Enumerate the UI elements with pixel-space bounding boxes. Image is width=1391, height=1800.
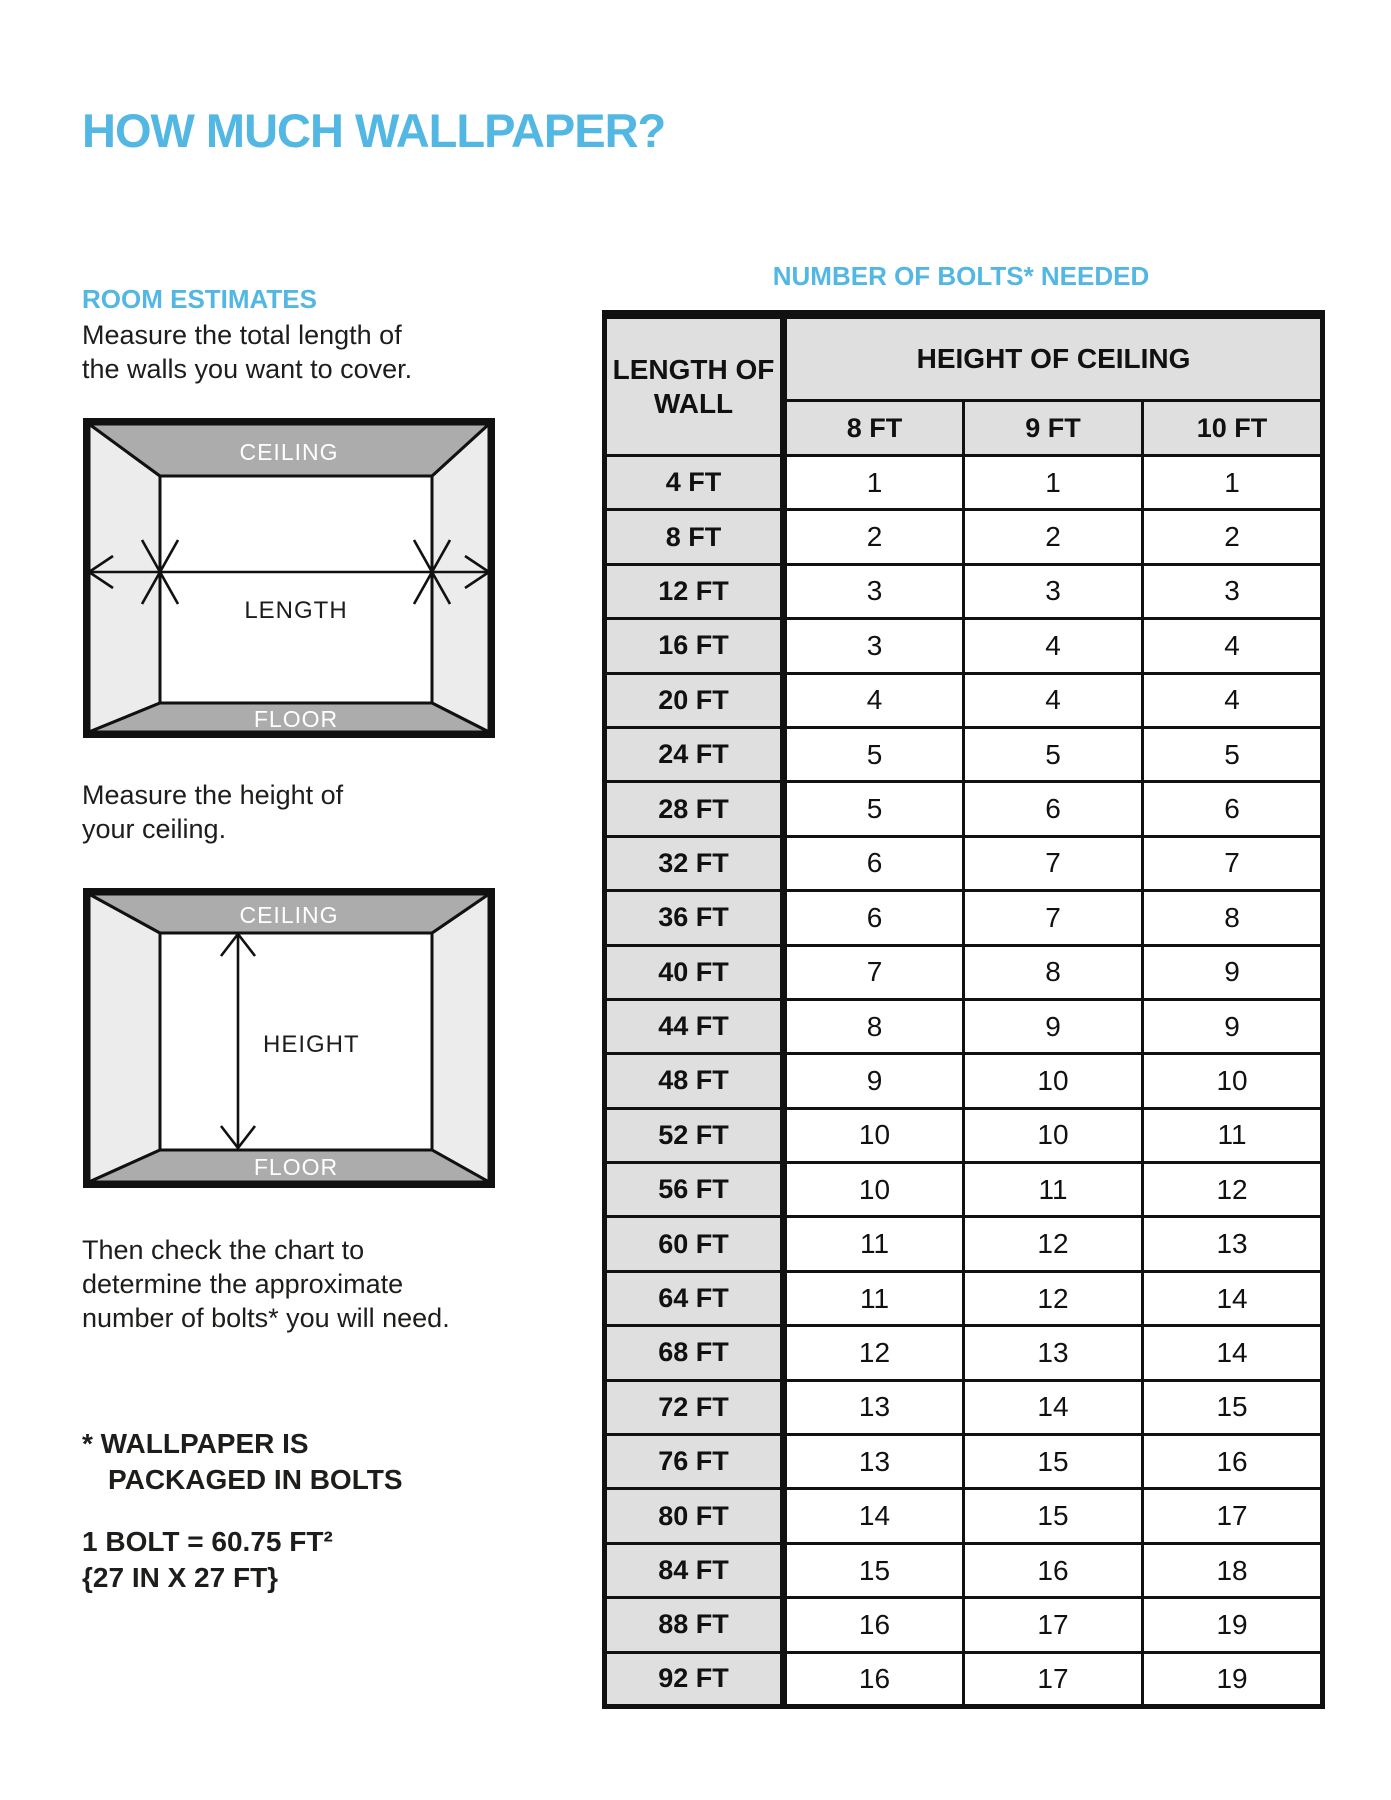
table-row <box>605 564 1323 618</box>
bolts-10ft-cell: 4 <box>1143 673 1323 727</box>
wall-length-cell: 76 FT <box>605 1435 784 1489</box>
bolts-8ft-cell: 10 <box>784 1108 964 1162</box>
bolts-10ft-cell: 16 <box>1143 1435 1323 1489</box>
bolts-9ft-cell: 3 <box>964 564 1143 618</box>
bolts-8ft-cell: 2 <box>784 510 964 564</box>
bolts-8ft-cell: 5 <box>784 782 964 836</box>
wall-length-cell: 44 FT <box>605 999 784 1053</box>
col-header-8ft: 8 FT <box>784 401 964 456</box>
bolts-8ft-cell: 12 <box>784 1326 964 1380</box>
floor-label: FLOOR <box>253 1154 339 1180</box>
ceiling-height-diagram <box>83 888 495 1193</box>
bolts-8ft-cell: 3 <box>784 564 964 618</box>
wall-length-cell: 24 FT <box>605 727 784 781</box>
bolts-10ft-cell: 8 <box>1143 891 1323 945</box>
bolts-10ft-cell: 10 <box>1143 1054 1323 1108</box>
bolts-9ft-cell: 15 <box>964 1435 1143 1489</box>
floor-label: FLOOR <box>253 706 339 732</box>
bolts-8ft-cell: 1 <box>784 456 964 510</box>
bolts-table-title: NUMBER OF BOLTS* NEEDED <box>772 261 1150 291</box>
bolts-8ft-cell: 14 <box>784 1489 964 1543</box>
table-row <box>605 510 1323 564</box>
wall-length-cell: 8 FT <box>605 510 784 564</box>
bolts-8ft-cell: 13 <box>784 1435 964 1489</box>
wall-length-cell: 32 FT <box>605 836 784 890</box>
instruction-step3-line1: Then check the chart to <box>82 1235 365 1265</box>
bolts-8ft-cell: 5 <box>784 727 964 781</box>
bolts-9ft-cell: 10 <box>964 1108 1143 1162</box>
table-row <box>605 1163 1323 1217</box>
wallpaper-bolts-footnote <box>82 1426 403 1498</box>
bolts-8ft-cell: 3 <box>784 619 964 673</box>
bolts-10ft-cell: 14 <box>1143 1326 1323 1380</box>
bolts-10ft-cell: 15 <box>1143 1380 1323 1434</box>
instruction-step2 <box>82 778 343 846</box>
table-row <box>605 1435 1323 1489</box>
table-row <box>605 1598 1323 1652</box>
bolts-8ft-cell: 9 <box>784 1054 964 1108</box>
bolts-9ft-cell: 16 <box>964 1543 1143 1597</box>
bolt-size-info <box>82 1524 333 1596</box>
bolts-8ft-cell: 11 <box>784 1271 964 1325</box>
page-title: HOW MUCH WALLPAPER? <box>82 104 666 158</box>
wall-length-cell: 88 FT <box>605 1598 784 1652</box>
wall-length-cell: 12 FT <box>605 564 784 618</box>
bolts-8ft-cell: 6 <box>784 891 964 945</box>
ceiling-label: CEILING <box>239 439 339 465</box>
wall-length-cell: 68 FT <box>605 1326 784 1380</box>
table-row <box>605 1054 1323 1108</box>
bolts-needed-table <box>602 310 1325 1709</box>
bolts-8ft-cell: 11 <box>784 1217 964 1271</box>
footnote-line1: * WALLPAPER IS <box>82 1428 309 1459</box>
table-row <box>605 999 1323 1053</box>
wall-length-cell: 52 FT <box>605 1108 784 1162</box>
bolts-9ft-cell: 4 <box>964 673 1143 727</box>
bolts-9ft-cell: 1 <box>964 456 1143 510</box>
instruction-step1 <box>82 318 412 386</box>
bolts-8ft-cell: 13 <box>784 1380 964 1434</box>
bolts-10ft-cell: 11 <box>1143 1108 1323 1162</box>
wall-length-cell: 16 FT <box>605 619 784 673</box>
bolts-10ft-cell: 2 <box>1143 510 1323 564</box>
table-row <box>605 1652 1323 1706</box>
bolts-8ft-cell: 4 <box>784 673 964 727</box>
right-wall <box>432 894 489 1182</box>
bolts-8ft-cell: 16 <box>784 1652 964 1706</box>
bolts-10ft-cell: 9 <box>1143 999 1323 1053</box>
instruction-step3-line3: number of bolts* you will need. <box>82 1303 450 1333</box>
ceiling-label: CEILING <box>239 902 339 928</box>
bolts-10ft-cell: 1 <box>1143 456 1323 510</box>
bolts-9ft-cell: 17 <box>964 1598 1143 1652</box>
back-wall <box>160 476 432 703</box>
instruction-step3 <box>82 1233 450 1335</box>
table-row <box>605 619 1323 673</box>
bolts-10ft-cell: 18 <box>1143 1543 1323 1597</box>
bolts-8ft-cell: 10 <box>784 1163 964 1217</box>
bolts-9ft-cell: 12 <box>964 1217 1143 1271</box>
room-length-diagram <box>83 418 495 743</box>
bolts-10ft-cell: 4 <box>1143 619 1323 673</box>
bolts-10ft-cell: 5 <box>1143 727 1323 781</box>
col-header-9ft: 9 FT <box>964 401 1143 456</box>
table-row <box>605 727 1323 781</box>
height-label: HEIGHT <box>263 1031 360 1058</box>
footnote-line2: PACKAGED IN BOLTS <box>108 1464 403 1495</box>
bolt-dimensions: {27 IN X 27 FT} <box>82 1562 279 1593</box>
bolts-8ft-cell: 7 <box>784 945 964 999</box>
bolts-10ft-cell: 12 <box>1143 1163 1323 1217</box>
instruction-step1-line2: the walls you want to cover. <box>82 354 413 384</box>
table-row <box>605 1217 1323 1271</box>
wall-length-cell: 80 FT <box>605 1489 784 1543</box>
instruction-step2-line2: your ceiling. <box>82 814 227 844</box>
wall-length-cell: 64 FT <box>605 1271 784 1325</box>
bolts-9ft-cell: 5 <box>964 727 1143 781</box>
table-row <box>605 1543 1323 1597</box>
bolts-9ft-cell: 15 <box>964 1489 1143 1543</box>
wall-length-cell: 60 FT <box>605 1217 784 1271</box>
length-of-wall-header: LENGTH OF WALL <box>605 315 784 456</box>
bolts-10ft-cell: 9 <box>1143 945 1323 999</box>
table-row <box>605 1271 1323 1325</box>
room-estimates-heading: ROOM ESTIMATES <box>82 283 317 314</box>
bolts-9ft-cell: 17 <box>964 1652 1143 1706</box>
wall-length-cell: 20 FT <box>605 673 784 727</box>
length-label: LENGTH <box>244 597 348 624</box>
bolts-9ft-cell: 10 <box>964 1054 1143 1108</box>
instruction-step1-line1: Measure the total length of <box>82 320 402 350</box>
bolts-9ft-cell: 2 <box>964 510 1143 564</box>
table-row <box>605 945 1323 999</box>
bolts-8ft-cell: 16 <box>784 1598 964 1652</box>
bolts-10ft-cell: 17 <box>1143 1489 1323 1543</box>
table-row <box>605 456 1323 510</box>
bolts-9ft-cell: 12 <box>964 1271 1143 1325</box>
bolts-9ft-cell: 9 <box>964 999 1143 1053</box>
bolts-10ft-cell: 3 <box>1143 564 1323 618</box>
bolts-9ft-cell: 11 <box>964 1163 1143 1217</box>
bolts-9ft-cell: 14 <box>964 1380 1143 1434</box>
bolts-9ft-cell: 7 <box>964 891 1143 945</box>
wall-length-cell: 56 FT <box>605 1163 784 1217</box>
table-row <box>605 1108 1323 1162</box>
bolts-9ft-cell: 4 <box>964 619 1143 673</box>
wall-length-cell: 72 FT <box>605 1380 784 1434</box>
height-of-ceiling-header: HEIGHT OF CEILING <box>784 315 1323 401</box>
table-row <box>605 673 1323 727</box>
table-row <box>605 891 1323 945</box>
wall-length-cell: 84 FT <box>605 1543 784 1597</box>
table-row <box>605 1326 1323 1380</box>
bolts-9ft-cell: 13 <box>964 1326 1143 1380</box>
instruction-step2-line1: Measure the height of <box>82 780 344 810</box>
wall-length-cell: 40 FT <box>605 945 784 999</box>
bolts-8ft-cell: 15 <box>784 1543 964 1597</box>
bolts-10ft-cell: 6 <box>1143 782 1323 836</box>
wall-length-cell: 48 FT <box>605 1054 784 1108</box>
table-row <box>605 1380 1323 1434</box>
instruction-step3-line2: determine the approximate <box>82 1269 404 1299</box>
col-header-10ft: 10 FT <box>1143 401 1323 456</box>
bolts-10ft-cell: 13 <box>1143 1217 1323 1271</box>
bolts-9ft-cell: 8 <box>964 945 1143 999</box>
table-row <box>605 1489 1323 1543</box>
left-wall <box>89 894 160 1182</box>
bolts-9ft-cell: 6 <box>964 782 1143 836</box>
bolts-8ft-cell: 8 <box>784 999 964 1053</box>
bolts-10ft-cell: 7 <box>1143 836 1323 890</box>
bolts-8ft-cell: 6 <box>784 836 964 890</box>
bolts-10ft-cell: 19 <box>1143 1598 1323 1652</box>
wall-length-cell: 28 FT <box>605 782 784 836</box>
bolts-10ft-cell: 14 <box>1143 1271 1323 1325</box>
wall-length-cell: 36 FT <box>605 891 784 945</box>
bolts-9ft-cell: 7 <box>964 836 1143 890</box>
table-row <box>605 782 1323 836</box>
bolt-equation: 1 BOLT = 60.75 FT² <box>82 1526 333 1557</box>
bolts-10ft-cell: 19 <box>1143 1652 1323 1706</box>
wall-length-cell: 92 FT <box>605 1652 784 1706</box>
table-row <box>605 836 1323 890</box>
wall-length-cell: 4 FT <box>605 456 784 510</box>
